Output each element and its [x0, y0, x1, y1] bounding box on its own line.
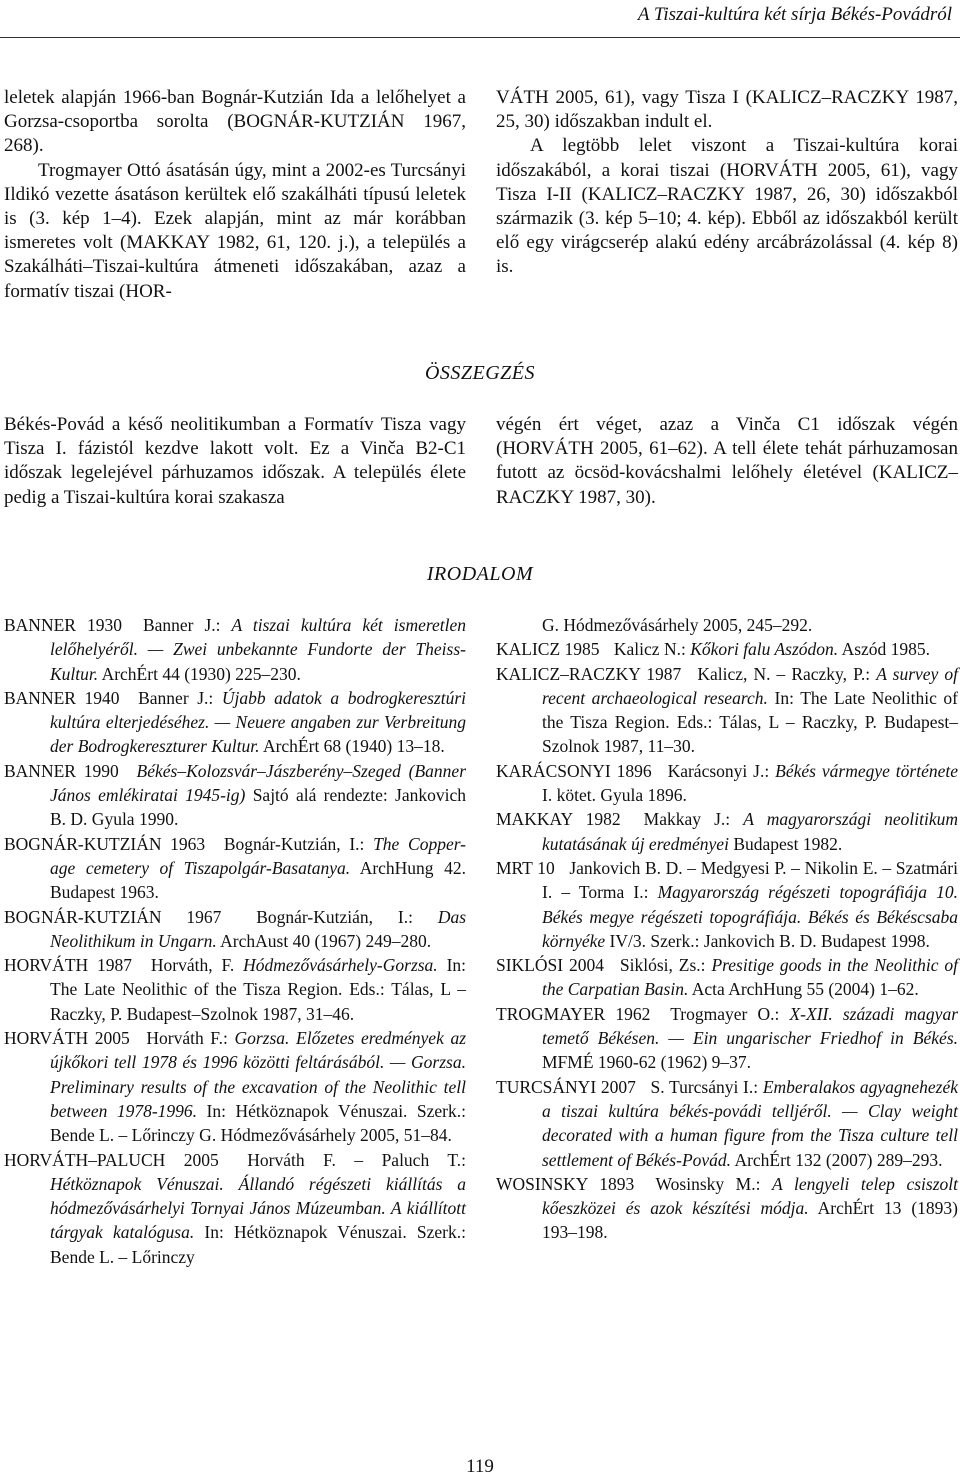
reference-title: Újabb adatok a bodrogkeresztúri kultúra elterjedéséhez. — Neuere angaben zur Verbreitung der Bodrogkereszturer Kultur. — [50, 687, 466, 757]
reference-entry — [496, 662, 958, 759]
summary-left-column — [4, 413, 466, 510]
reference-title: Kőkori falu Aszódon. — [690, 639, 839, 660]
summary-paragraph: végén ért véget, azaz a Vinča C1 időszak végén (HORVÁTH 2005, 61–62). A tell élete tehát párhuzamosan futott az öcsöd-kovácshalmi lelőhely életével (KALICZ–RACZKY 1987, 30). — [496, 414, 958, 508]
reference-key: KARÁCSONYI 1896 — [496, 760, 652, 781]
reference-key: HORVÁTH 1987 — [4, 955, 133, 976]
reference-details: In: Hétköznapok Vénuszai. Szerk.: Bende L. – Lőrinczy — [50, 1222, 466, 1267]
reference-entry — [4, 905, 466, 954]
reference-entry — [4, 1148, 466, 1269]
references-heading: IRODALOM — [426, 563, 534, 585]
reference-title: Presitige goods in the Neolithic of the Carpatian Basin. — [542, 955, 959, 1000]
reference-key: KALICZ–RACZKY 1987 — [496, 663, 682, 684]
reference-entry — [496, 1002, 958, 1075]
reference-details: In: The Late Neolithic of the Tisza Region. Eds.: Tálas, L – Raczky, P. Budapest–Szolnok 1987, 31–46. — [50, 955, 467, 1024]
body-right-column — [496, 86, 958, 280]
reference-details: ArchÉrt 68 (1940) 13–18. — [262, 736, 445, 757]
reference-key: KALICZ 1985 — [496, 639, 600, 660]
reference-key: BANNER 1940 — [4, 687, 120, 708]
body-paragraph: A legtöbb lelet viszont a Tiszai-kultúra korai időszakából, a korai tiszai (HORVÁTH 2005, 61), vagy Tisza I-II (KALICZ–RACZKY 1987, 26, 30) időszakból származik (3. kép 5–10; 4. kép). Ebből az időszakból került elő egy virágcserép alakú edény arcábrázolással (4. kép 8) is. — [496, 135, 958, 278]
references-left-column — [4, 613, 466, 1269]
reference-author: Horváth, F. — [150, 955, 235, 976]
summary-paragraph: Békés-Povád a késő neolitikumban a Formatív Tisza vagy Tisza I. fázistól kezdve lakott volt. Ez a Vinča B2-C1 időszak legelejével párhuzamos időszak. A település élete pedig a Tiszai-kultúra korai szakasza — [4, 414, 466, 508]
reference-author: Karácsonyi J.: — [667, 760, 770, 781]
reference-details: ArchHung 42. Budapest 1963. — [50, 857, 466, 903]
reference-details: In: Hétköznapok Vénuszai. Szerk.: Bende L. – Lőrinczy G. Hódmezővásárhely 2005, 51–84. — [50, 1100, 466, 1146]
reference-author: Wosinsky M.: — [655, 1173, 761, 1194]
reference-author: Horváth F.: — [146, 1028, 228, 1049]
header-rule — [0, 37, 960, 38]
body-paragraph: VÁTH 2005, 61), vagy Tisza I (KALICZ–RACZKY 1987, 25, 30) időszakban indult el. — [496, 87, 958, 133]
references-right-column — [496, 613, 958, 1245]
reference-entry — [4, 759, 466, 832]
reference-entry — [496, 807, 958, 856]
reference-author: Kalicz N.: — [613, 639, 686, 660]
summary-heading: ÖSSZEGZÉS — [424, 362, 536, 384]
reference-author: Bognár-Kutzián, I.: — [223, 833, 365, 854]
reference-key: BOGNÁR-KUTZIÁN 1967 — [4, 906, 222, 927]
reference-details: IV/3. Szerk.: Jankovich B. D. Budapest 1998. — [609, 930, 930, 951]
reference-title: A survey of recent archaeological research. — [542, 663, 958, 708]
reference-title: X-XII. századi magyar temető Békésen. — Ein ungarischer Friedhof in Békés. — [542, 1003, 959, 1049]
reference-title: Das Neolithikum in Ungarn. — [50, 906, 467, 951]
reference-key: BANNER 1990 — [4, 760, 119, 781]
reference-key: HORVÁTH–PALUCH 2005 — [4, 1149, 219, 1170]
reference-details: Acta ArchHung 55 (2004) 1–62. — [691, 979, 919, 1000]
reference-entry — [4, 613, 466, 686]
reference-title: A magyarországi neolitikum kutatásának új eredményei — [542, 809, 959, 854]
reference-author: Kalicz, N. – Raczky, P.: — [697, 663, 871, 684]
reference-author: Bognár-Kutzián, I.: — [256, 906, 413, 927]
reference-entry — [4, 832, 466, 905]
reference-author: Banner J.: — [142, 615, 221, 635]
reference-key: TURCSÁNYI 2007 — [496, 1076, 636, 1097]
reference-key: HORVÁTH 2005 — [4, 1028, 130, 1049]
reference-entry — [496, 613, 958, 637]
reference-entry — [4, 686, 466, 759]
reference-title: Magyarország régészeti topográfiája 10. Békés megye régészeti topográfiája. Békés és Békéscsaba környéke — [542, 882, 958, 951]
reference-entry — [496, 1172, 958, 1245]
reference-title: Gorzsa. Előzetes eredmények az újkőkori tell 1978 és 1996 közötti feltárásából. — Gorzsa. Preliminary results of the excavation of the Neolithic tell between 1978-1996. — [50, 1028, 467, 1121]
reference-entry — [496, 1075, 958, 1172]
reference-author: Horváth F. – Paluch T.: — [247, 1149, 466, 1170]
reference-entry — [496, 637, 958, 661]
reference-author: Jankovich B. D. – Medgyesi P. – Nikolin E. – Szatmári I. – Torma I.: — [542, 857, 958, 903]
body-paragraph: Trogmayer Ottó ásatásán úgy, mint a 2002-es Turcsányi Ildikó vezette ásatáson kerültek elő szakálháti típusú leletek is (3. kép 1–4). Ezek alapján, mint az már korábban ismeretes volt (MAKKAY 1982, 61, 120. j.), a település a Szakálháti–Tiszai-kultúra átmeneti időszakában, azaz a formatív tiszai (HOR- — [4, 159, 466, 302]
reference-details: I. kötet. Gyula 1896. — [542, 785, 687, 806]
reference-entry — [4, 953, 466, 1026]
reference-entry — [496, 759, 958, 808]
reference-title: Hódmezővásárhely-Gorzsa. — [243, 955, 438, 976]
reference-details: Budapest 1982. — [733, 833, 843, 854]
reference-entry — [496, 953, 958, 1002]
reference-author: S. Turcsányi I.: — [650, 1076, 759, 1097]
reference-key: MRT 10 — [496, 857, 555, 878]
reference-author: Makkay J.: — [643, 809, 731, 830]
reference-title: Békés vármegye története — [775, 760, 959, 781]
reference-entry — [4, 1026, 466, 1147]
reference-details: ArchAust 40 (1967) 249–280. — [220, 930, 432, 951]
reference-key: TROGMAYER 1962 — [496, 1003, 651, 1024]
reference-details: ArchÉrt 44 (1930) 225–230. — [101, 663, 301, 684]
summary-right-column — [496, 413, 958, 510]
body-paragraph: leletek alapján 1966-ban Bognár-Kutzián Ida a lelőhelyet a Gorzsa-csoportba sorolta (BOGNÁR-KUTZIÁN 1967, 268). — [4, 87, 466, 157]
reference-title: Hétköznapok Vénuszai. Állandó régészeti kiállítás a hódmezővásárhelyi Tornyai János Múzeumban. A kiállított tárgyak katalógusa. — [50, 1173, 466, 1243]
reference-title: A lengyeli telep csiszolt kőeszközei és azok készítési módja. — [542, 1173, 959, 1219]
reference-title: Emberalakos agyagnehezék a tiszai kultúra békés-povádi telljéről. — Clay weight decorated with a human figure from the Tisza culture tell settlement of Békés-Povád. — [542, 1076, 958, 1170]
running-head — [0, 0, 960, 30]
reference-details: In: The Late Neolithic of the Tisza Region. Eds.: Tálas, L – Raczky, P. Budapest–Szolnok 1987, 11–30. — [542, 687, 959, 757]
reference-key: WOSINSKY 1893 — [496, 1173, 635, 1194]
reference-details: G. Hódmezővásárhely 2005, 245–292. — [542, 615, 813, 635]
reference-key: MAKKAY 1982 — [496, 809, 621, 830]
reference-author: Siklósi, Zs.: — [619, 955, 706, 976]
reference-key: BANNER 1930 — [4, 615, 122, 635]
reference-details: MFMÉ 1960-62 (1962) 9–37. — [542, 1052, 752, 1073]
reference-details: Aszód 1985. — [841, 639, 931, 660]
reference-details: ArchÉrt 13 (1893) 193–198. — [542, 1198, 958, 1243]
reference-author: Banner J.: — [138, 687, 214, 708]
reference-title: The Copper-age cemetery of Tiszapolgár-Basatanya. — [50, 833, 466, 878]
running-title: A Tiszai-kultúra két sírja Békés-Povádról — [637, 4, 952, 25]
reference-entry — [496, 856, 958, 953]
reference-details: Sajtó alá rendezte: Jankovich B. D. Gyula 1990. — [50, 785, 467, 830]
body-left-column — [4, 86, 466, 304]
reference-author: Trogmayer O.: — [670, 1003, 780, 1024]
reference-key: BOGNÁR-KUTZIÁN 1963 — [4, 833, 206, 854]
page-number: 119 — [466, 1456, 494, 1477]
reference-details: ArchÉrt 132 (2007) 289–293. — [734, 1149, 943, 1170]
reference-title: A tiszai kultúra két ismeretlen lelőhelyéről. — Zwei unbekannte Fundorte der Theiss-Kultur. — [50, 615, 467, 684]
reference-title: Békés–Kolozsvár–Jászberény–Szeged (Banner János emlékiratai 1945-ig) — [50, 760, 467, 806]
reference-key: SIKLÓSI 2004 — [496, 955, 604, 976]
